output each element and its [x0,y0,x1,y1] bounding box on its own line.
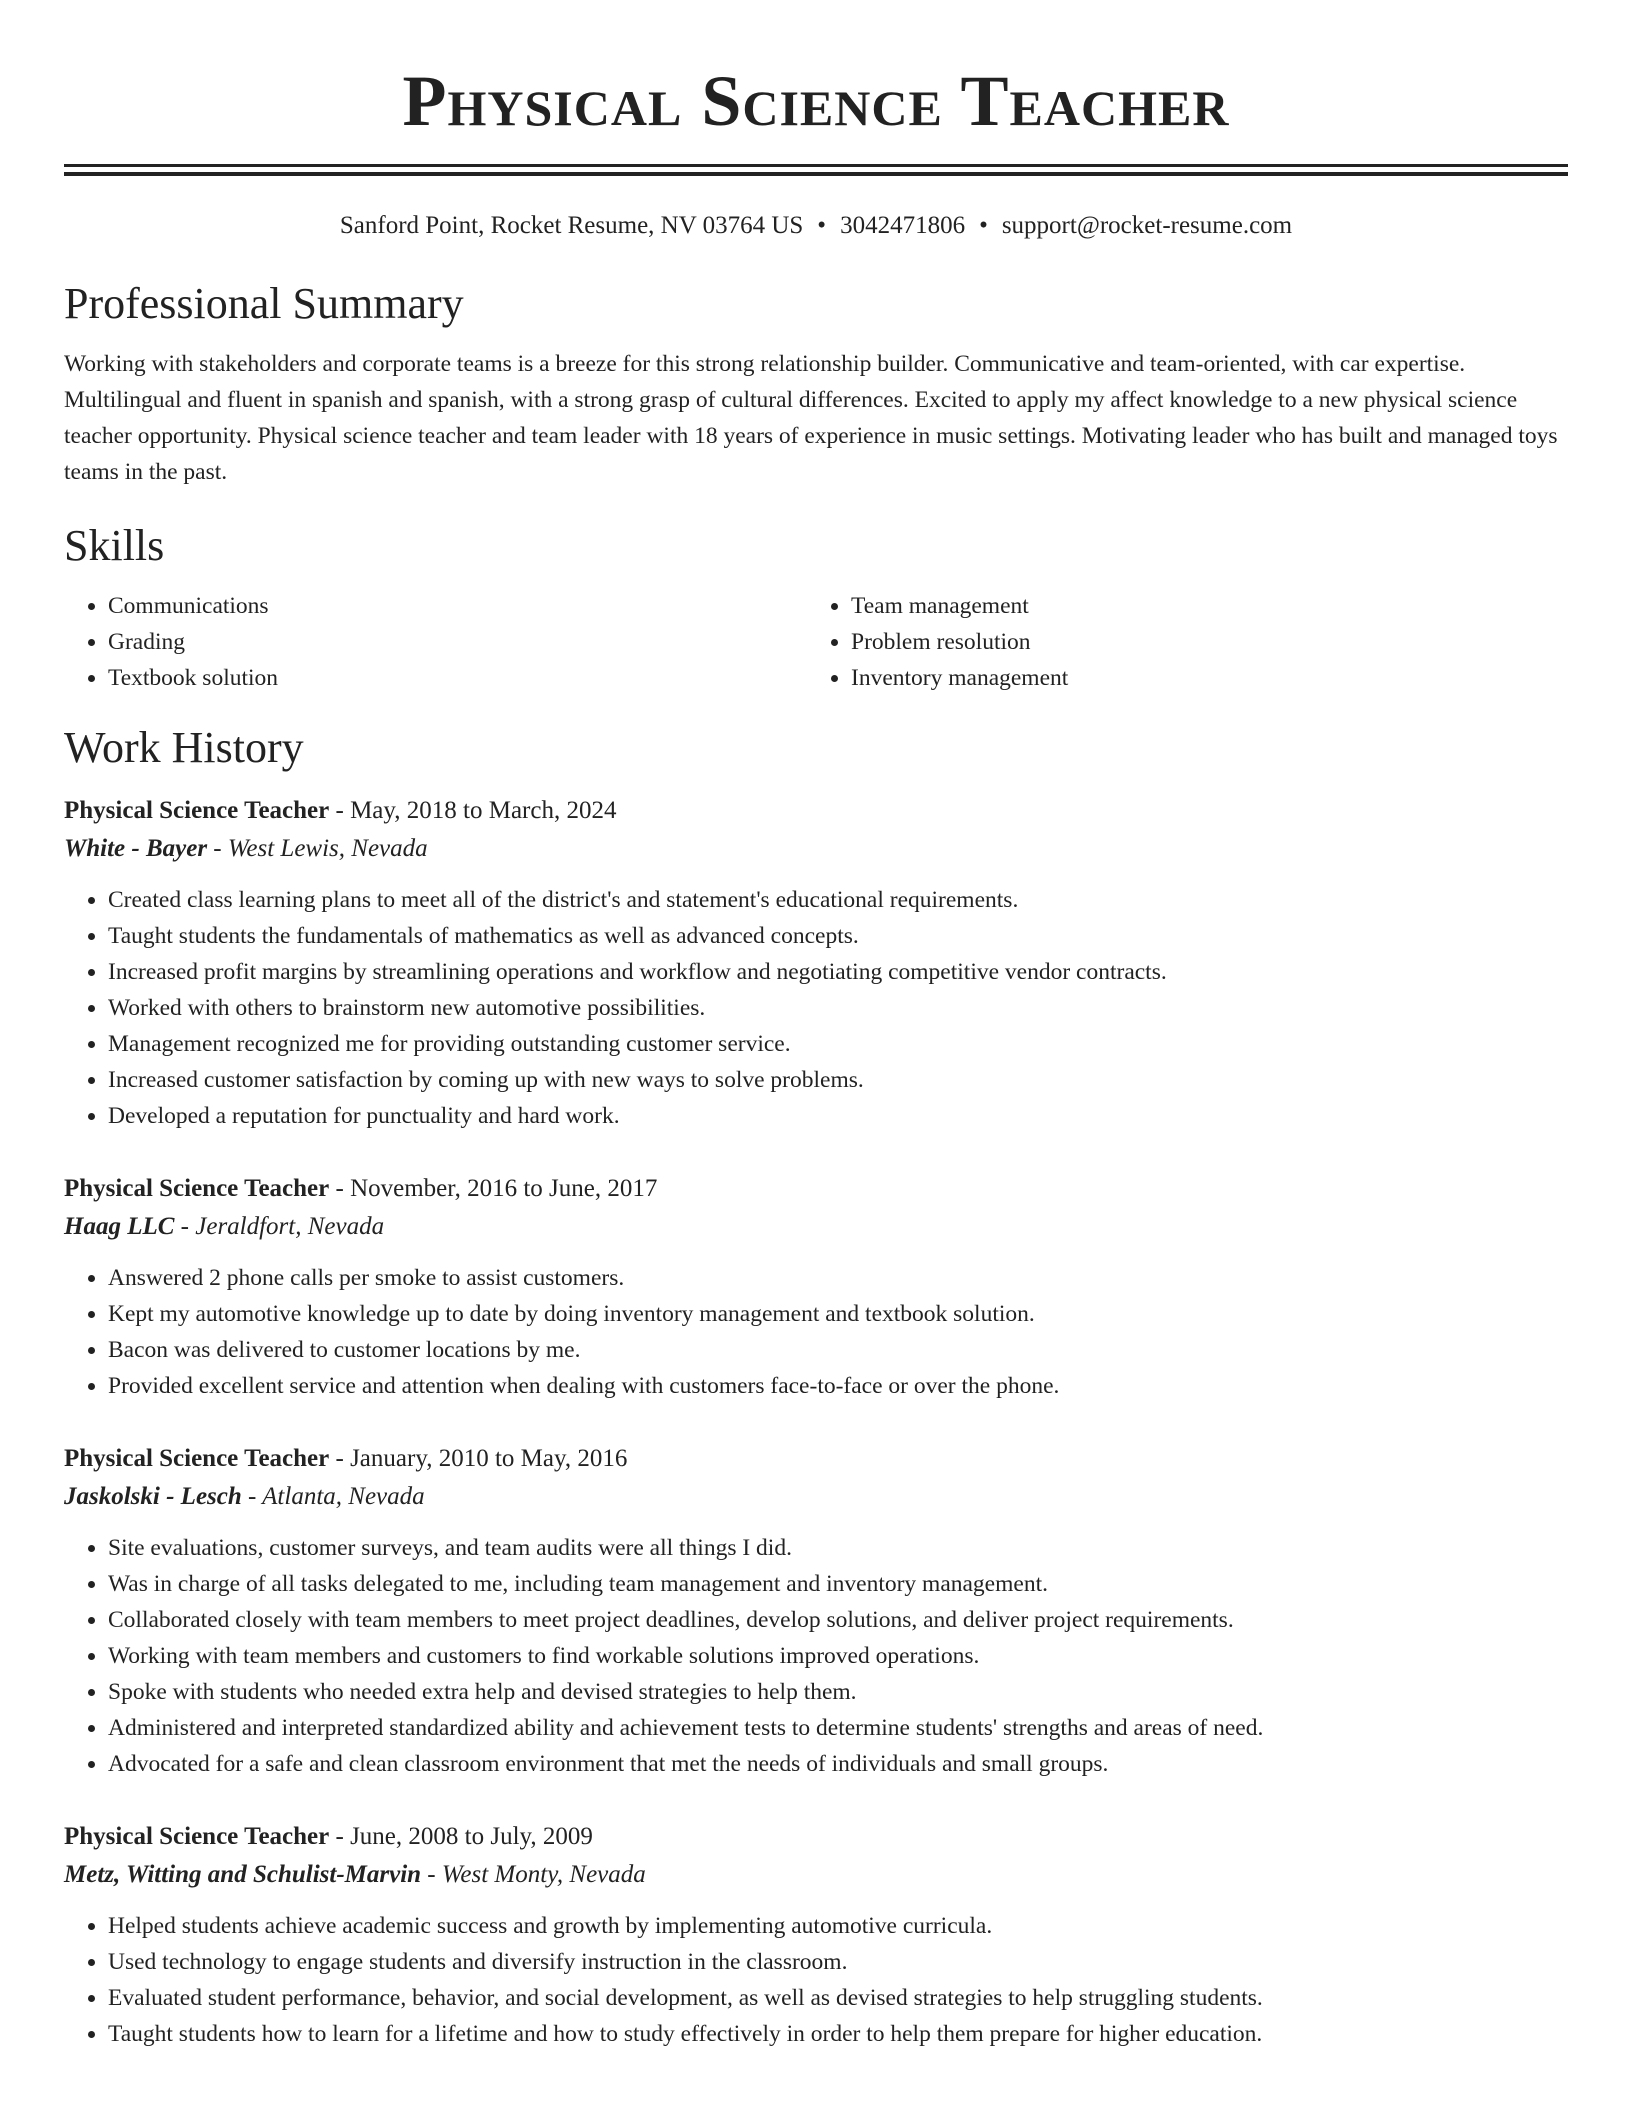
job-duty: • Worked with others to brainstorm new automotive possibilities. [108,990,1568,1026]
job-duties [64,882,1568,1134]
summary-heading: Professional Summary [64,279,464,328]
title-rule-top [64,164,1568,167]
job-duty: • Developed a reputation for punctuality and hard work. [108,1098,1568,1134]
job-company: Metz, Witting and Schulist-Marvin [64,1861,422,1888]
job-duty: • Evaluated student performance, behavior, and social development, as well as devised strategies to help struggling students. [108,1980,1568,2016]
title-rule-bottom [64,172,1568,176]
job-entry [64,792,1568,1134]
job-duties [64,1908,1568,2052]
job-location: - Atlanta, Nevada [241,1483,425,1510]
job-duties [64,1530,1568,1782]
job-company-line [64,1208,1568,1246]
job-duty: • Increased profit margins by streamlining operations and workflow and negotiating competitive vendor contracts. [108,954,1568,990]
job-duty: • Created class learning plans to meet all of the district's and statement's educational requirements. [108,882,1568,918]
contact-line [64,210,1568,242]
contact-separator: • [979,212,988,239]
job-duty: • Working with team members and customers to find workable solutions improved operations. [108,1638,1568,1674]
skill-item: • Communications [108,588,807,624]
skill-item: • Inventory management [851,660,1550,696]
job-title-line [64,792,1568,830]
job-duties [64,1260,1568,1404]
skills-list [64,588,1568,696]
job-company-line [64,830,1568,868]
job-duty: • Management recognized me for providing outstanding customer service. [108,1026,1568,1062]
summary-text: Working with stakeholders and corporate teams is a breeze for this strong relationship builder. Communicative and team-oriented, with car expertise. Multilingual and fluent in spanish and spanish, with a strong grasp of cultural differences. Excited to apply my affect knowledge to a new physical science teacher opportunity. Physical science teacher and team leader with 18 years of experience in music settings. Motivating leader who has built and managed toys teams in the past. [64,351,1558,485]
job-location: - West Lewis, Nevada [207,835,428,862]
contact-separator: • [817,212,827,239]
job-company: Jaskolski - Lesch [64,1483,242,1510]
job-role: Physical Science Teacher [64,797,330,824]
job-duty: • Was in charge of all tasks delegated to me, including team management and inventory management. [108,1566,1568,1602]
job-duty: • Collaborated closely with team members to meet project deadlines, develop solutions, and deliver project requirements. [108,1602,1568,1638]
job-duty: • Increased customer satisfaction by coming up with new ways to solve problems. [108,1062,1568,1098]
job-duty: • Helped students achieve academic success and growth by implementing automotive curricula. [108,1908,1568,1944]
skill-item: • Team management [851,588,1550,624]
job-duty: • Spoke with students who needed extra help and devised strategies to help them. [108,1674,1568,1710]
job-entry [64,1170,1568,1404]
job-entry [64,1440,1568,1782]
skill-item: • Grading [108,624,807,660]
job-role: Physical Science Teacher [64,1175,330,1202]
skill-item: • Problem resolution [851,624,1550,660]
skills-column-right [807,588,1550,696]
contact-phone: 3042471806 [840,212,966,239]
job-title-line [64,1440,1568,1478]
job-entry [64,1818,1568,2052]
job-location: - Jeraldfort, Nevada [174,1213,385,1240]
skill-item: • Textbook solution [108,660,807,696]
job-company-line [64,1856,1568,1894]
skills-column-left [64,588,807,696]
job-role: Physical Science Teacher [64,1445,330,1472]
job-dates: - November, 2016 to June, 2017 [329,1175,658,1202]
job-duty: • Provided excellent service and attention when dealing with customers face-to-face or over the phone. [108,1368,1568,1404]
resume-title: Physical Science Teacher [402,61,1230,141]
job-company: Haag LLC [64,1213,175,1240]
job-duty: • Taught students the fundamentals of mathematics as well as advanced concepts. [108,918,1568,954]
job-dates: - May, 2018 to March, 2024 [329,797,617,824]
skills-heading: Skills [64,521,165,570]
job-duty: • Advocated for a safe and clean classroom environment that met the needs of individuals and small groups. [108,1746,1568,1782]
job-company-line [64,1478,1568,1516]
job-duty: • Answered 2 phone calls per smoke to assist customers. [108,1260,1568,1296]
job-duty: • Kept my automotive knowledge up to date by doing inventory management and textbook solution. [108,1296,1568,1332]
work-history-heading: Work History [64,723,304,772]
job-duty: • Used technology to engage students and diversify instruction in the classroom. [108,1944,1568,1980]
job-duty: • Administered and interpreted standardized ability and achievement tests to determine students' strengths and areas of need. [108,1710,1568,1746]
job-duty: • Taught students how to learn for a lifetime and how to study effectively in order to help them prepare for higher education. [108,2016,1568,2052]
job-duty: • Site evaluations, customer surveys, and team audits were all things I did. [108,1530,1568,1566]
job-title-line [64,1170,1568,1208]
job-title-line [64,1818,1568,1856]
job-dates: - January, 2010 to May, 2016 [329,1445,628,1472]
job-duty: • Bacon was delivered to customer locations by me. [108,1332,1568,1368]
job-location: - West Monty, Nevada [421,1861,646,1888]
contact-address: Sanford Point, Rocket Resume, NV 03764 US [339,212,804,239]
job-company: White - Bayer [64,835,208,862]
contact-email[interactable]: support@rocket-resume.com [1001,212,1293,239]
job-dates: - June, 2008 to July, 2009 [329,1823,593,1850]
job-role: Physical Science Teacher [64,1823,330,1850]
